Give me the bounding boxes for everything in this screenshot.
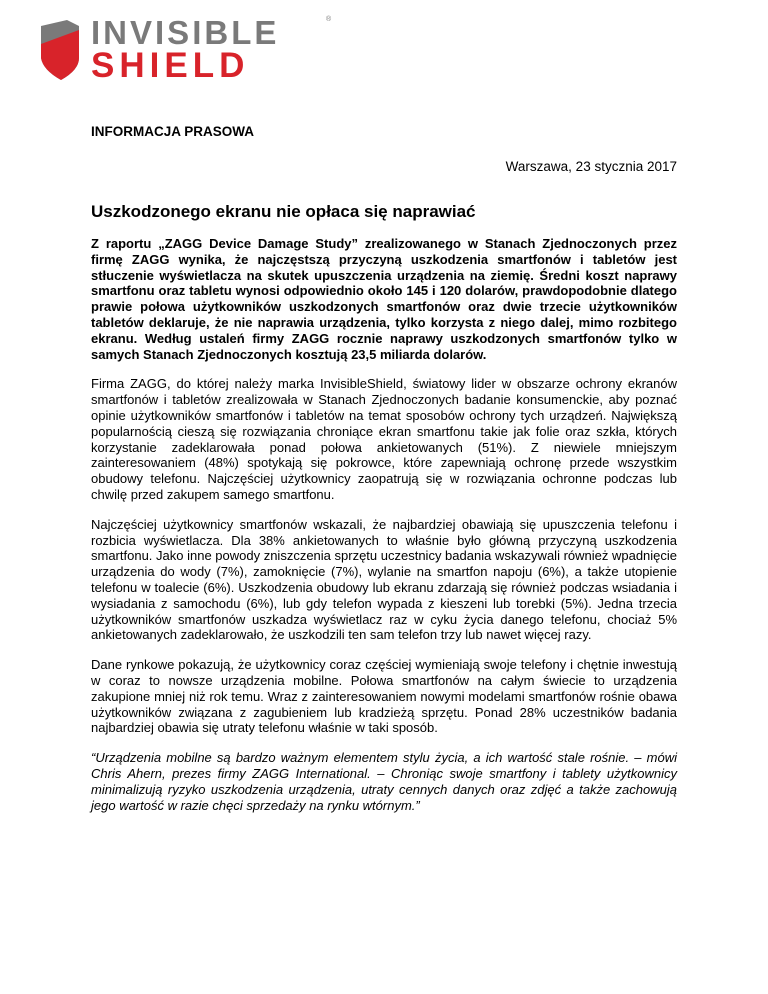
article-title: Uszkodzonego ekranu nie opłaca się naprawiać [91,202,476,221]
body-paragraph: Firma ZAGG, do której należy marka InvisibleShield, światowy lider w obszarze ochrony ekranów smartfonów i tabletów zrealizowała w Stanach Zjednoczonych badanie konsumenckie, aby poznać opinie użytkowników smartfonów i tabletów na temat sposobów ochrony tych urządzeń. Największą popularnością cieszą się rozwiązania chroniące ekran smartfonu takie jak folie oraz szkła, których korzystanie zadeklarowała ponad połowa ankietowanych (51%). Z niewiele mniejszym zainteresowaniem (48%) spotykają się pokrowce, które zapewniają ochronę przede wszystkim obudowy telefonu. Najczęściej użytkownicy zaopatrują się w rozwiązania ochronne podczas lub chwilę przed zakupem samego smartfonu. [91,376,677,502]
lead-paragraph: Z raportu „ZAGG Device Damage Study” zrealizowanego w Stanach Zjednoczonych przez firmę ZAGG wynika, że najczęstszą przyczyną uszkodzenia smartfonów i tabletów jest stłuczenie wyświetlacza na skutek upuszczenia urządzenia na ziemię. Średni koszt naprawy smartfonu oraz tabletu wynosi odpowiednio około 145 i 120 dolarów, prawdopodobnie dlatego prawie połowa użytkowników uszkodzonych smartfonów oraz dwie trzecie użytkowników tabletów deklaruje, że nie naprawia urządzenia, tylko korzysta z niego dalej, mimo rozbitego ekranu. Według ustaleń firmy ZAGG rocznie naprawy uszkodzonych smartfonów tylko w samych Stanach Zjednoczonych kosztują 23,5 miliarda dolarów. [91,236,677,362]
article-body [91,236,677,827]
trademark-symbol: ® [326,16,332,23]
logo-word-shield: SHIELD [91,46,250,85]
invisibleshield-logo [37,14,337,84]
quote-paragraph: “Urządzenia mobilne są bardzo ważnym elementem stylu życia, a ich wartość stale rośnie. – mówi Chris Ahern, prezes firmy ZAGG International. – Chroniąc swoje smartfony i tablety użytkownicy minimalizują ryzyko uszkodzenia urządzenia, utraty cennych danych oraz zdjęć a także zachowują jego wartość w razie chęci sprzedaży na rynku wtórnym.” [91,750,677,813]
press-release-label: INFORMACJA PRASOWA [91,124,255,139]
dateline: Warszawa, 23 stycznia 2017 [505,159,677,174]
shield-icon [37,18,83,82]
body-paragraph: Najczęściej użytkownicy smartfonów wskazali, że najbardziej obawiają się upuszczenia telefonu i rozbicia wyświetlacza. Dla 38% ankietowanych to właśnie było główną przyczyną uszkodzenia smartfonu. Jako inne powody zniszczenia sprzętu uczestnicy badania wskazywali również wpadnięcie urządzenia do wody (7%), zamoknięcie (7%), wylanie na smartfon napoju (6%), a także utopienie telefonu w toalecie (6%). Uszkodzenia obudowy lub ekranu zdarzają się również podczas wsiadania i wysiadania z samochodu (6%), lub gdy telefon wypada z kieszeni lub torebki (5%). Jedna trzecia użytkowników smartfonów uszkadza wyświetlacz raz w cyku życia danego telefonu, chociaż 5% ankietowanych zadeklarowało, że uszkodzili ten sam telefon trzy lub nawet więcej razy. [91,516,678,643]
body-paragraph: Dane rynkowe pokazują, że użytkownicy coraz częściej wymieniają swoje telefony i chętnie inwestują w coraz to nowsze urządzenia mobilne. Połowa smartfonów na całym świecie to urządzenia zakupione mniej niż rok temu. Wraz z zainteresowaniem nowymi modelami smartfonów rośnie obawa użytkowników związana z zagubieniem lub kradzieżą sprzętu. Ponad 28% uczestników badania najbardziej obawia się utraty telefonu właśnie w taki sposób. [91,657,677,736]
logo-word-invisible: INVISIBLE [91,14,280,51]
